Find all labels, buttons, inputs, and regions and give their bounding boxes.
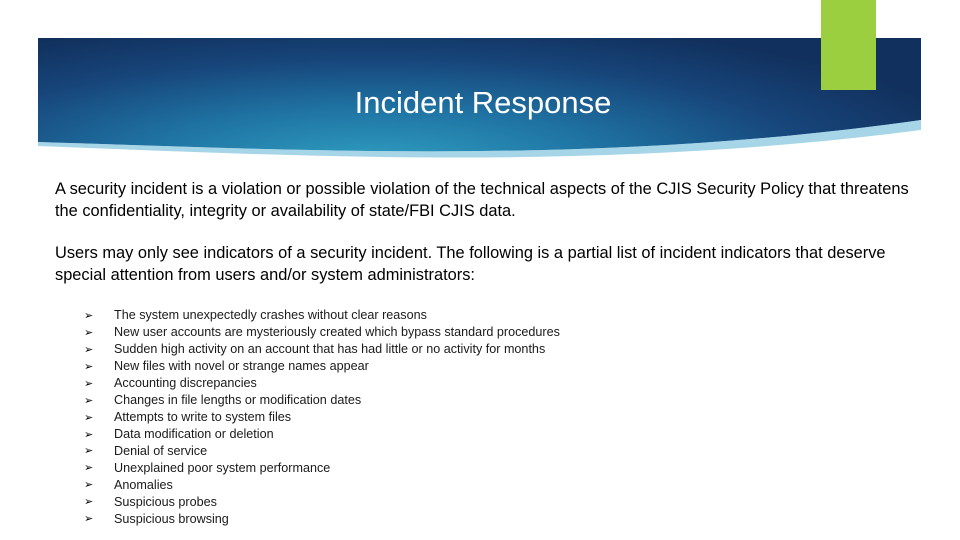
arrowhead-bullet-icon: ➢ bbox=[84, 393, 94, 407]
arrowhead-bullet-icon: ➢ bbox=[84, 410, 94, 424]
list-item bbox=[84, 409, 784, 426]
list-item-text: The system unexpectedly crashes without clear reasons bbox=[114, 308, 427, 323]
definition-paragraph: A security incident is a violation or possible violation of the technical aspects of the CJIS Security Policy that threatens the confidentiality, integrity or availability of state/FBI CJIS data. bbox=[55, 180, 909, 220]
arrowhead-bullet-icon: ➢ bbox=[84, 495, 94, 509]
list-item bbox=[84, 324, 784, 341]
list-item-text: New files with novel or strange names appear bbox=[114, 359, 369, 374]
list-item bbox=[84, 392, 784, 409]
arrowhead-bullet-icon: ➢ bbox=[84, 427, 94, 441]
arrowhead-bullet-icon: ➢ bbox=[84, 359, 94, 373]
list-item bbox=[84, 307, 784, 324]
arrowhead-bullet-icon: ➢ bbox=[84, 308, 94, 322]
list-item bbox=[84, 443, 784, 460]
list-item bbox=[84, 426, 784, 443]
list-item bbox=[84, 493, 784, 510]
list-item-text: New user accounts are mysteriously created which bypass standard procedures bbox=[114, 325, 560, 340]
accent-bar bbox=[821, 0, 876, 90]
list-item-text: Suspicious probes bbox=[114, 494, 217, 509]
list-item bbox=[84, 375, 784, 392]
arrowhead-bullet-icon: ➢ bbox=[84, 444, 94, 458]
list-item-text: Changes in file lengths or modification dates bbox=[114, 393, 362, 408]
list-item-text: Denial of service bbox=[114, 443, 208, 458]
indicator-list bbox=[84, 307, 784, 527]
list-item-text: Suspicious browsing bbox=[114, 511, 229, 526]
arrowhead-bullet-icon: ➢ bbox=[84, 461, 94, 475]
arrowhead-bullet-icon: ➢ bbox=[84, 376, 94, 390]
arrowhead-bullet-icon: ➢ bbox=[84, 342, 94, 356]
list-item bbox=[84, 476, 784, 493]
indicators-intro-paragraph: Users may only see indicators of a security incident. The following is a partial list of incident indicators that deserve special attention from users and/or system administrators: bbox=[55, 244, 886, 284]
list-item-text: Sudden high activity on an account that has had little or no activity for months bbox=[114, 342, 546, 357]
list-item-text: Data modification or deletion bbox=[114, 427, 274, 442]
slide-title: Incident Response bbox=[354, 85, 612, 120]
list-item bbox=[84, 459, 784, 476]
list-item bbox=[84, 510, 784, 527]
list-item-text: Attempts to write to system files bbox=[114, 410, 292, 425]
arrowhead-bullet-icon: ➢ bbox=[84, 478, 94, 492]
list-item-text: Unexplained poor system performance bbox=[114, 460, 331, 475]
list-item bbox=[84, 341, 784, 358]
arrowhead-bullet-icon: ➢ bbox=[84, 325, 94, 339]
arrowhead-bullet-icon: ➢ bbox=[84, 512, 94, 526]
list-item-text: Accounting discrepancies bbox=[114, 376, 257, 391]
list-item-text: Anomalies bbox=[114, 477, 173, 492]
list-item bbox=[84, 358, 784, 375]
